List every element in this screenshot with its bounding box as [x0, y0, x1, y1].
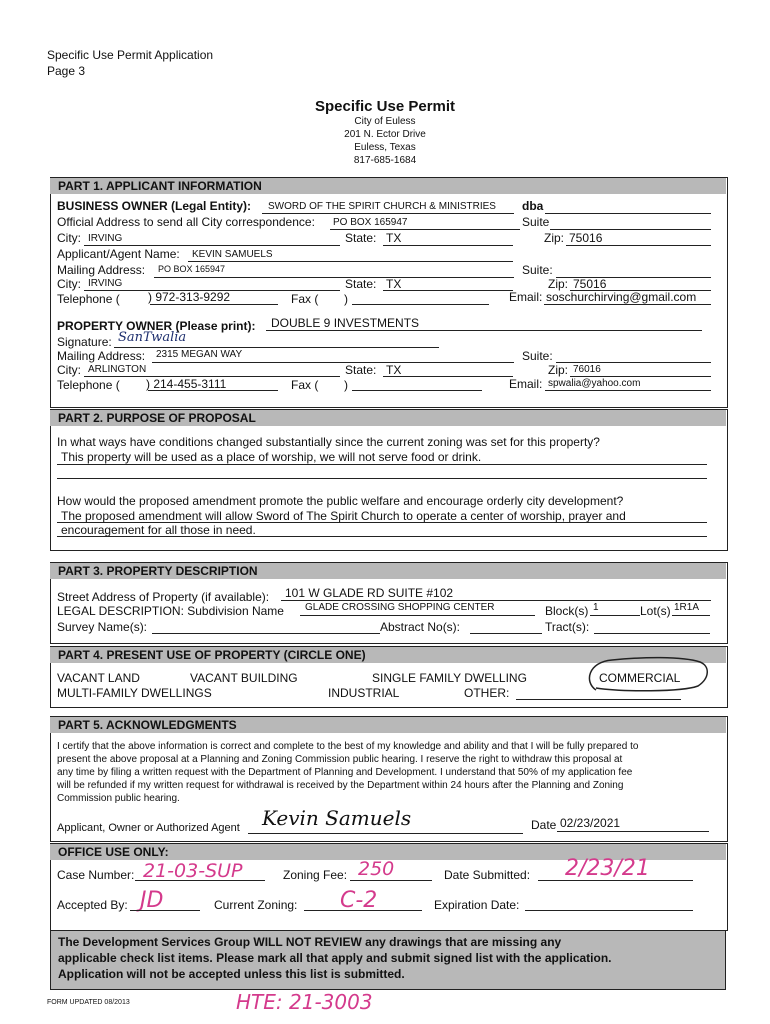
expiration-line [525, 910, 693, 911]
owner-state-line [383, 376, 513, 377]
zoning-fee-line [350, 880, 432, 881]
state2-label: State: [345, 277, 377, 291]
ack-line-1: I certify that the above information is correct and complete to the best of my knowledge and ability and that I will be fully prepared to [57, 741, 639, 752]
zip-line [566, 245, 711, 246]
ack-line-5: Commission public hearing. [57, 793, 180, 804]
zoning-fee-value[interactable]: 250 [358, 858, 395, 880]
agent-name-line [188, 261, 513, 262]
subdivision-line [300, 615, 535, 616]
case-number-value[interactable]: 21-03-SUP [143, 860, 243, 882]
telephone-line [150, 304, 278, 305]
question-2: How would the proposed amendment promote the public welfare and encourage orderly city development? [57, 494, 624, 508]
city-line [84, 245, 340, 246]
owner-telephone-line [148, 390, 278, 391]
owner-fax-line [352, 390, 482, 391]
current-zoning-value[interactable]: C-2 [340, 888, 378, 913]
survey-name-label: Survey Name(s): [57, 620, 148, 634]
business-owner-value[interactable]: SWORD OF THE SPIRIT CHURCH & MINISTRIES [268, 201, 496, 212]
business-owner-label: BUSINESS OWNER (Legal Entity): [57, 199, 252, 213]
date-line [557, 831, 709, 832]
answer-1-line-2 [57, 478, 707, 479]
form-header-title: Specific Use Permit Application [47, 48, 214, 62]
owner-telephone-value[interactable]: ) 214-455-3111 [146, 377, 227, 391]
owner-suite-label: Suite: [522, 349, 553, 363]
part2-heading: PART 2. PURPOSE OF PROPOSAL [50, 410, 726, 426]
mailing-address-label: Mailing Address: [57, 263, 146, 277]
official-address-line [330, 229, 520, 230]
state2-line [383, 290, 513, 291]
owner-email-value[interactable]: spwalia@yahoo.com [548, 378, 641, 389]
case-number-label: Case Number: [57, 868, 135, 882]
state-value[interactable]: TX [386, 231, 402, 245]
survey-name-line [152, 633, 380, 634]
owner-fax-close: ) [344, 378, 348, 392]
expiration-label: Expiration Date: [434, 898, 520, 912]
fax-label: Fax ( [291, 292, 319, 306]
use-other-line [516, 699, 681, 700]
official-address-label: Official Address to send all City correspondence: [57, 215, 315, 229]
city-address: 201 N. Ector Drive [344, 129, 426, 140]
zip-value[interactable]: 75016 [569, 231, 603, 245]
owner-city-value[interactable]: ARLINGTON [88, 364, 147, 375]
block-line [590, 615, 640, 616]
agent-name-value[interactable]: KEVIN SAMUELS [192, 249, 273, 260]
email-label: Email: [509, 290, 543, 304]
owner-state-value[interactable]: TX [386, 363, 402, 377]
date-submitted-label: Date Submitted: [444, 868, 531, 882]
use-vacant-building[interactable]: VACANT BUILDING [190, 671, 298, 685]
owner-mailing-label: Mailing Address: [57, 349, 146, 363]
tract-line [594, 633, 710, 634]
applicant-signature-label: Applicant, Owner or Authorized Agent [57, 822, 240, 834]
owner-mailing-value[interactable]: 2315 MEGAN WAY [156, 349, 243, 360]
legal-description-label: LEGAL DESCRIPTION: Subdivision Name [57, 604, 284, 618]
zoning-fee-label: Zoning Fee: [283, 868, 348, 882]
commercial-circle-mark [582, 652, 714, 694]
answer-1[interactable]: This property will be used as a place of worship, we will not serve food or drink. [61, 450, 482, 464]
answer-2-line-b [57, 536, 707, 537]
property-owner-value[interactable]: DOUBLE 9 INVESTMENTS [271, 316, 420, 330]
owner-city-label: City: [57, 363, 81, 377]
question-1: In what ways have conditions changed substantially since the current zoning was set for this property? [57, 435, 600, 449]
signature-line [114, 347, 439, 348]
ack-line-3: any time by filing a written request with the Department of Planning and Development. I understand that 50% of my application fee [57, 767, 633, 778]
zip-label: Zip: [544, 231, 565, 245]
city-phone: 817-685-1684 [353, 155, 417, 166]
business-owner-line [262, 213, 514, 214]
zip2-value[interactable]: 75016 [573, 277, 607, 291]
subdivision-value[interactable]: GLADE CROSSING SHOPPING CENTER [305, 602, 495, 613]
email-value[interactable]: soschurchirving@gmail.com [546, 290, 697, 304]
form-header-page: Page 3 [47, 64, 86, 78]
current-zoning-line [304, 910, 422, 911]
owner-signature[interactable]: SanTwalia [118, 330, 187, 345]
use-industrial[interactable]: INDUSTRIAL [328, 686, 400, 700]
zip2-label: Zip: [548, 277, 569, 291]
office-heading: OFFICE USE ONLY: [50, 844, 726, 860]
use-single-family[interactable]: SINGLE FAMILY DWELLING [372, 671, 527, 685]
ack-line-2: present the above proposal at a Planning and Zoning Commission public hearing. I reserve the right to withdraw this proposal at [57, 754, 623, 765]
accepted-by-label: Accepted By: [57, 898, 128, 912]
owner-state-label: State: [345, 363, 377, 377]
fax-close: ) [344, 292, 348, 306]
agent-name-label: Applicant/Agent Name: [57, 247, 180, 261]
use-commercial[interactable]: COMMERCIAL [599, 671, 681, 685]
city-value[interactable]: IRVING [88, 233, 123, 244]
part5-heading: PART 5. ACKNOWLEDGMENTS [50, 717, 726, 733]
street-address-line [281, 600, 711, 601]
date-submitted-line [538, 880, 693, 881]
case-number-line [135, 880, 265, 881]
owner-zip-label: Zip: [548, 363, 569, 377]
street-address-label: Street Address of Property (if available): [57, 590, 270, 604]
warning-line-2: applicable check list items. Please mark all that apply and submit signed list with the application. [58, 951, 612, 965]
date-value[interactable]: 02/23/2021 [560, 816, 621, 830]
form-updated: FORM UPDATED 08/2013 [47, 999, 130, 1006]
owner-zip-value[interactable]: 76016 [573, 364, 601, 375]
owner-zip-line [570, 376, 711, 377]
state-label: State: [345, 231, 377, 245]
abstract-line [470, 633, 542, 634]
hte-number: HTE: 21-3003 [236, 990, 373, 1014]
part4-heading: PART 4. PRESENT USE OF PROPERTY (CIRCLE ONE) [50, 647, 726, 663]
use-vacant-land[interactable]: VACANT LAND [57, 671, 140, 685]
telephone-label: Telephone ( [57, 292, 120, 306]
warning-line-3: Application will not be accepted unless this list is submitted. [58, 967, 405, 981]
fax-line [352, 304, 489, 305]
answer-2-line-1[interactable]: The proposed amendment will allow Sword of The Spirit Church to operate a center of worship, prayer and [61, 509, 626, 523]
lot-value[interactable]: 1R1A [674, 602, 700, 613]
suite-line [550, 229, 711, 230]
official-address-value[interactable]: PO BOX 165947 [333, 217, 408, 228]
applicant-signature-line [248, 833, 523, 834]
answer-1-line [57, 464, 707, 465]
owner-telephone-label: Telephone ( [57, 378, 120, 392]
part1-heading: PART 1. APPLICANT INFORMATION [50, 178, 726, 194]
signature-label: Signature: [57, 335, 112, 349]
lot-line [672, 615, 710, 616]
mailing-address-line [154, 277, 514, 278]
property-owner-label: PROPERTY OWNER (Please print): [57, 319, 256, 333]
applicant-signature[interactable]: Kevin Samuels [262, 806, 412, 830]
owner-email-line [545, 390, 711, 391]
city2-label: City: [57, 277, 81, 291]
dba-line [545, 213, 711, 214]
accepted-by-line [130, 910, 200, 911]
part3-heading: PART 3. PROPERTY DESCRIPTION [50, 563, 726, 579]
mailing-address-value[interactable]: PO BOX 165947 [158, 264, 226, 274]
page-title: Specific Use Permit [314, 98, 456, 115]
date-submitted-value[interactable]: 2/23/21 [565, 856, 650, 881]
suite2-label: Suite: [522, 263, 553, 277]
owner-fax-label: Fax ( [291, 378, 319, 392]
property-owner-line [266, 330, 702, 331]
city-label: City: [57, 231, 81, 245]
warning-line-1: The Development Services Group WILL NOT REVIEW any drawings that are missing any [58, 935, 562, 949]
answer-2-line-2[interactable]: encouragement for all those in need. [61, 523, 256, 537]
state2-value[interactable]: TX [386, 277, 402, 291]
block-label: Block(s) [545, 604, 589, 618]
telephone-value[interactable]: ) 972-313-9292 [148, 290, 231, 304]
accepted-by-initials[interactable]: JD [140, 888, 164, 913]
dba-label: dba [522, 199, 544, 213]
city-state: Euless, Texas [354, 142, 416, 153]
ack-line-4: will be refunded if my written request for withdrawal is received by the Department within 24 hours after the Planning and Zoning [57, 780, 624, 791]
suite-label: Suite [522, 215, 550, 229]
owner-email-label: Email: [509, 377, 543, 391]
use-multi-family[interactable]: MULTI-FAMILY DWELLINGS [57, 686, 212, 700]
city2-value[interactable]: IRVING [88, 278, 123, 289]
block-value[interactable]: 1 [593, 602, 599, 613]
use-other[interactable]: OTHER: [464, 686, 510, 700]
street-address-value[interactable]: 101 W GLADE RD SUITE #102 [285, 586, 454, 600]
abstract-label: Abstract No(s): [380, 620, 461, 634]
tract-label: Tract(s): [545, 620, 590, 634]
state-line [383, 245, 513, 246]
email-line [544, 304, 711, 305]
city-name: City of Euless [354, 116, 416, 127]
owner-mailing-line [152, 362, 514, 363]
lot-label: Lot(s) [640, 604, 671, 618]
current-zoning-label: Current Zoning: [214, 898, 298, 912]
owner-suite-line [556, 362, 711, 363]
date-label: Date [531, 818, 557, 832]
